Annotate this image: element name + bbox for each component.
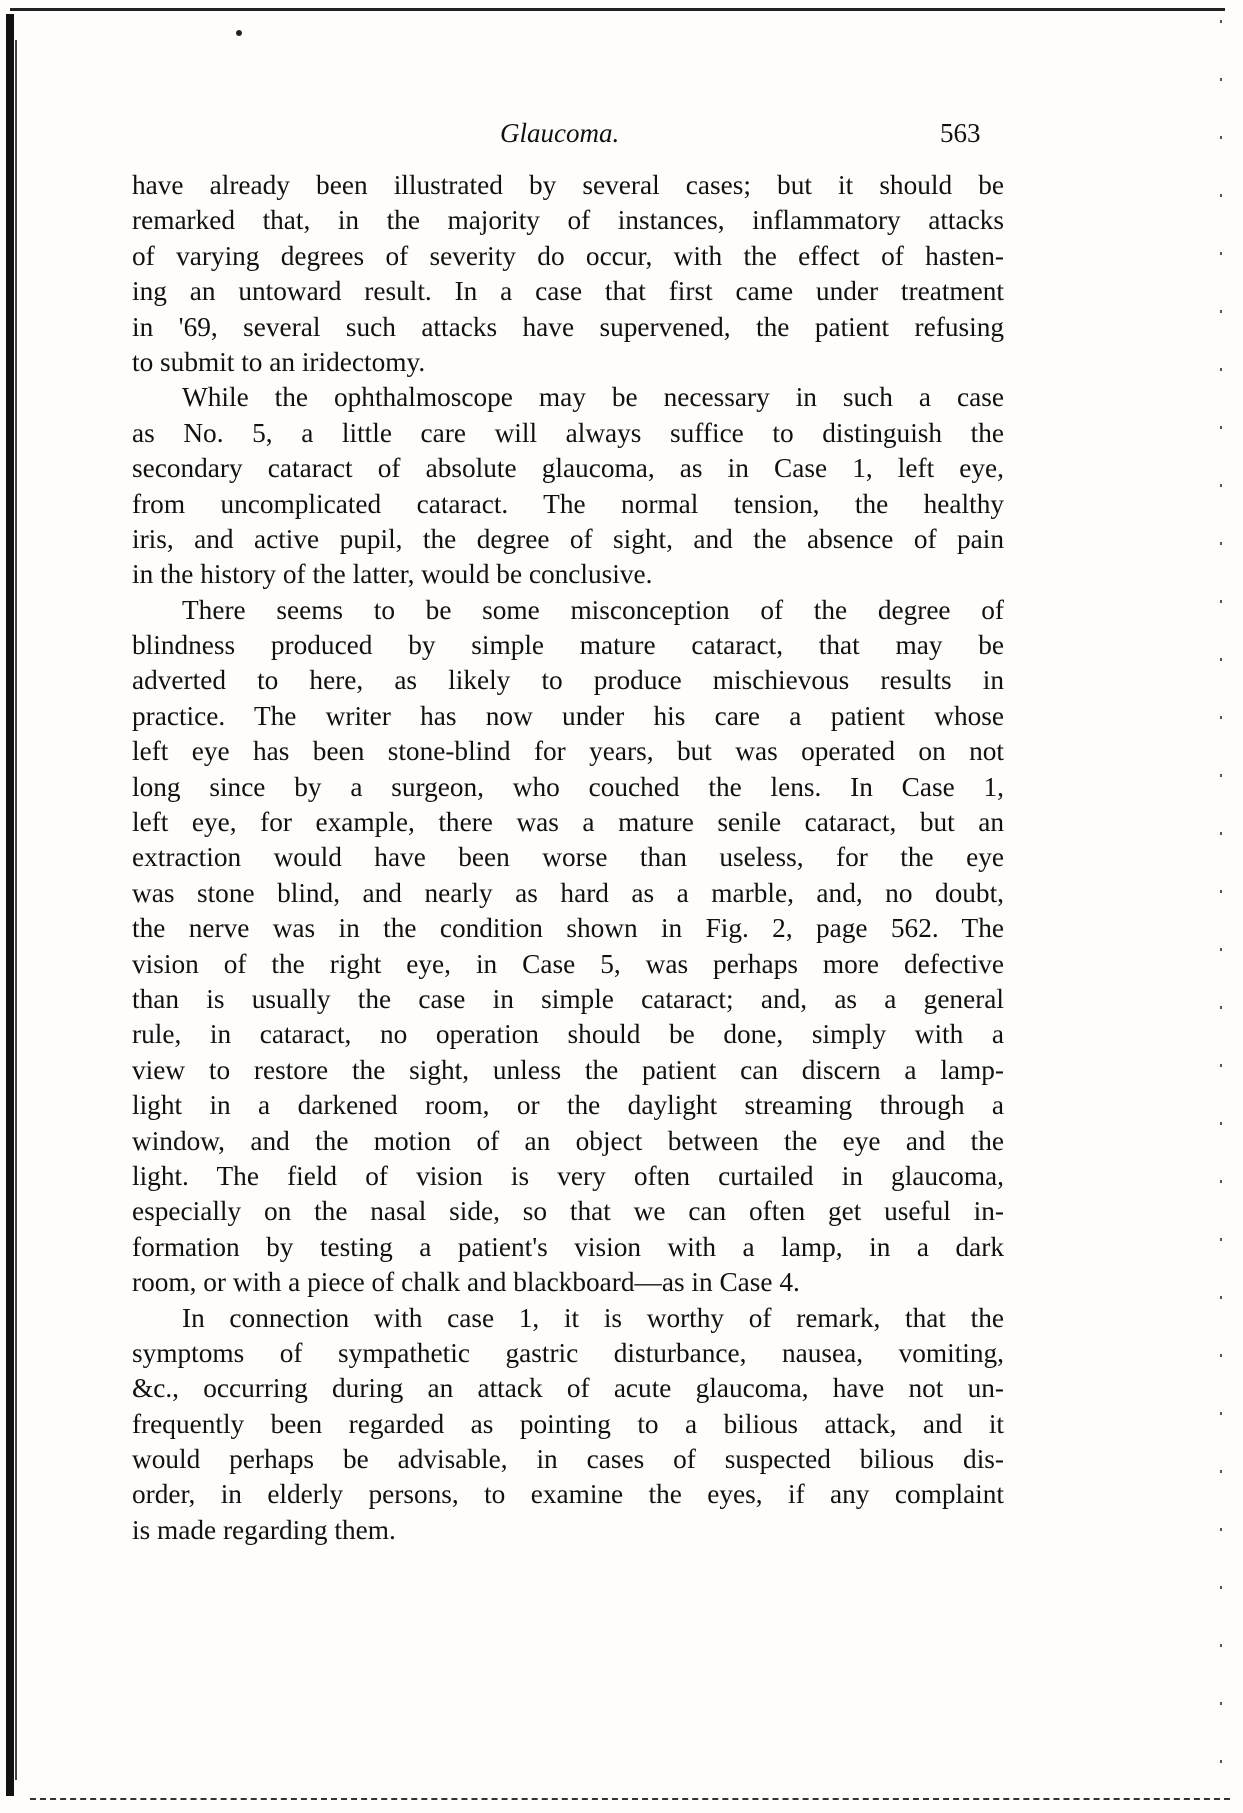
text-line: in the history of the latter, would be conclusive. <box>132 559 653 590</box>
text-line: room, or with a piece of chalk and blackboard—as in Case 4. <box>132 1267 800 1298</box>
text-line: symptoms of sympathetic gastric disturbance, nausea, vomiting, <box>132 1337 1004 1368</box>
text-line: the nerve was in the condition shown in Fig. 2, page 562. The <box>132 913 1004 944</box>
paragraph <box>132 593 1004 1301</box>
text-line: left eye has been stone-blind for years, but was operated on not <box>132 736 1004 767</box>
text-line: is made regarding them. <box>132 1514 396 1545</box>
body-text <box>132 168 1004 1548</box>
text-line: &c., occurring during an attack of acute glaucoma, have not un- <box>132 1373 1004 1404</box>
text-line: was stone blind, and nearly as hard as a marble, and, no doubt, <box>132 877 1004 908</box>
text-line: long since by a surgeon, who couched the lens. In Case 1, <box>132 771 1004 802</box>
text-line: remarked that, in the majority of instances, inflammatory attacks <box>132 205 1004 236</box>
text-line: extraction would have been worse than useless, for the eye <box>132 842 1004 873</box>
text-line: There seems to be some misconception of the degree of <box>182 594 1004 625</box>
text-line: order, in elderly persons, to examine the eyes, if any complaint <box>132 1479 1004 1510</box>
text-line: have already been illustrated by several cases; but it should be <box>132 170 1004 200</box>
page-number: 563 <box>940 118 981 148</box>
text-line: vision of the right eye, in Case 5, was perhaps more defective <box>132 948 1004 979</box>
text-line: rule, in cataract, no operation should be done, simply with a <box>132 1019 1004 1050</box>
text-line: window, and the motion of an object between the eye and the <box>132 1125 1004 1156</box>
text-line: than is usually the case in simple cataract; and, as a general <box>132 983 1004 1014</box>
text-line: of varying degrees of severity do occur, with the effect of hasten- <box>132 240 1004 271</box>
paragraph <box>132 168 1004 380</box>
text-line: would perhaps be advisable, in cases of suspected bilious dis- <box>132 1444 1004 1475</box>
text-line: from uncomplicated cataract. The normal tension, the healthy <box>132 488 1004 519</box>
text-line: ing an untoward result. In a case that first came under treatment <box>132 276 1004 307</box>
text-line: secondary cataract of absolute glaucoma, as in Case 1, left eye, <box>132 453 1004 484</box>
running-title: Glaucoma. <box>500 118 620 148</box>
paragraph <box>132 380 1004 592</box>
text-line: light in a darkened room, or the daylight streaming through a <box>132 1090 1004 1121</box>
text-line: While the ophthalmoscope may be necessary in such a case <box>182 382 1004 413</box>
text-line: practice. The writer has now under his care a patient whose <box>132 700 1004 731</box>
text-line: left eye, for example, there was a mature senile cataract, but an <box>132 807 1004 838</box>
text-line: adverted to here, as likely to produce mischievous results in <box>132 665 1004 696</box>
text-line: as No. 5, a little care will always suffice to distinguish the <box>132 417 1004 448</box>
text-line: In connection with case 1, it is worthy of remark, that the <box>182 1302 1004 1333</box>
text-line: to submit to an iridectomy. <box>132 346 426 377</box>
paragraph <box>132 1301 1004 1549</box>
text-line: especially on the nasal side, so that we can often get useful in- <box>132 1196 1004 1227</box>
text-line: iris, and active pupil, the degree of sight, and the absence of pain <box>132 523 1004 554</box>
text-line: view to restore the sight, unless the patient can discern a lamp- <box>132 1054 1004 1085</box>
text-line: blindness produced by simple mature cataract, that may be <box>132 630 1004 661</box>
text-line: frequently been regarded as pointing to a bilious attack, and it <box>132 1408 1004 1439</box>
text-line: light. The field of vision is very often curtailed in glaucoma, <box>132 1160 1004 1191</box>
text-line: in '69, several such attacks have supervened, the patient refusing <box>132 311 1004 342</box>
text-line: formation by testing a patient's vision with a lamp, in a dark <box>132 1231 1004 1262</box>
